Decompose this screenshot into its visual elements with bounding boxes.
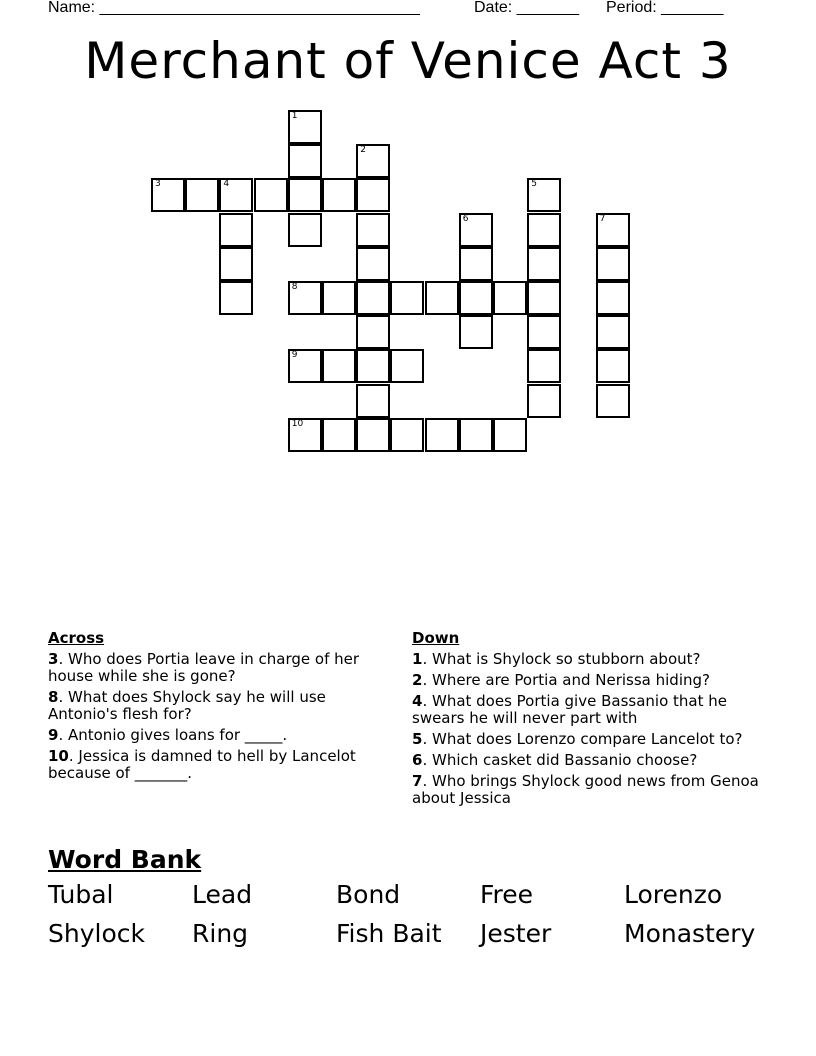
word-bank-item: Lorenzo xyxy=(624,880,723,909)
clue-number: 4 xyxy=(223,179,230,190)
grid-cell[interactable] xyxy=(527,178,561,212)
grid-cell[interactable] xyxy=(356,418,390,452)
across-clues xyxy=(48,629,393,786)
word-bank-item: Tubal xyxy=(48,880,114,909)
word-bank-item: Jester xyxy=(480,919,552,948)
grid-cell[interactable] xyxy=(356,384,390,418)
across-heading: Across xyxy=(48,629,105,647)
grid-cell[interactable] xyxy=(219,247,253,281)
across-clue: 10. Jessica is damned to hell by Lancelot because of _______. xyxy=(48,747,356,782)
grid-cell[interactable] xyxy=(425,418,459,452)
clue-number: 6 xyxy=(462,213,469,224)
word-bank-title: Word Bank xyxy=(48,845,202,874)
grid-cell[interactable] xyxy=(254,178,288,212)
crossword-grid xyxy=(0,0,816,470)
grid-cell[interactable] xyxy=(288,213,322,247)
name-field[interactable]: Name: ____________________________________ xyxy=(48,0,420,16)
grid-cell[interactable] xyxy=(527,384,561,418)
grid-cell[interactable] xyxy=(596,384,630,418)
clue-number: 10 xyxy=(291,418,304,429)
word-bank-item: Bond xyxy=(336,880,401,909)
across-clue: 9. Antonio gives loans for _____. xyxy=(48,726,288,744)
grid-cell[interactable] xyxy=(356,213,390,247)
down-heading: Down xyxy=(412,629,460,647)
grid-cell[interactable] xyxy=(459,315,493,349)
grid-cell[interactable] xyxy=(288,281,322,315)
clue-number: 1 xyxy=(291,111,298,121)
down-clue: 7. Who brings Shylock good news from Genoa about Jessica xyxy=(412,772,759,807)
grid-cell[interactable] xyxy=(356,178,390,212)
grid-cell[interactable] xyxy=(356,315,390,349)
grid-cell[interactable] xyxy=(288,144,322,178)
grid-cell[interactable] xyxy=(527,247,561,281)
grid-cell[interactable] xyxy=(459,247,493,281)
grid-cell[interactable] xyxy=(459,213,493,247)
clue-number: 2 xyxy=(360,145,366,156)
word-bank-item: Fish Bait xyxy=(336,919,442,948)
grid-cell[interactable] xyxy=(527,315,561,349)
down-clue: 1. What is Shylock so stubborn about? xyxy=(412,650,701,668)
clue-number: 9 xyxy=(291,350,298,361)
grid-cell[interactable] xyxy=(596,349,630,383)
across-clue: 3. Who does Portia leave in charge of her house while she is gone? xyxy=(48,650,360,685)
down-clue: 5. What does Lorenzo compare Lancelot to? xyxy=(412,730,743,748)
across-clue: 8. What does Shylock say he will use Antonio's flesh for? xyxy=(48,688,326,723)
grid-cell[interactable] xyxy=(596,213,630,247)
period-field[interactable]: Period: _______ xyxy=(606,0,724,16)
grid-cell[interactable] xyxy=(219,281,253,315)
word-bank-item: Monastery xyxy=(624,919,756,948)
word-bank-item: Ring xyxy=(192,919,249,948)
grid-cell[interactable] xyxy=(459,418,493,452)
grid-cell[interactable] xyxy=(459,281,493,315)
clue-number: 5 xyxy=(531,179,537,190)
down-clues xyxy=(412,629,772,811)
grid-cell[interactable] xyxy=(185,178,219,212)
grid-cell[interactable] xyxy=(322,178,356,212)
grid-cell[interactable] xyxy=(493,418,527,452)
grid-cell[interactable] xyxy=(219,178,253,212)
grid-cell[interactable] xyxy=(527,349,561,383)
grid-cell[interactable] xyxy=(390,349,424,383)
grid-cell[interactable] xyxy=(390,418,424,452)
down-clue: 6. Which casket did Bassanio choose? xyxy=(412,751,698,769)
grid-cell[interactable] xyxy=(596,247,630,281)
grid-cell[interactable] xyxy=(356,247,390,281)
grid-cell[interactable] xyxy=(356,281,390,315)
grid-cell[interactable] xyxy=(151,178,185,212)
grid-cell[interactable] xyxy=(390,281,424,315)
grid-cell[interactable] xyxy=(322,349,356,383)
grid-cell[interactable] xyxy=(356,144,390,178)
down-clue: 2. Where are Portia and Nerissa hiding? xyxy=(412,671,710,689)
word-bank-item: Free xyxy=(480,880,534,909)
grid-cell[interactable] xyxy=(288,178,322,212)
clue-number: 3 xyxy=(155,179,161,190)
clue-number: 8 xyxy=(291,282,298,292)
grid-cell[interactable] xyxy=(219,213,253,247)
clue-number: 7 xyxy=(599,213,606,224)
date-field[interactable]: Date: _______ xyxy=(474,0,579,16)
grid-cell[interactable] xyxy=(596,315,630,349)
down-clue: 4. What does Portia give Bassanio that he swears he will never part with xyxy=(412,692,727,727)
page-title: Merchant of Venice Act 3 xyxy=(84,32,732,90)
grid-cell[interactable] xyxy=(288,110,322,144)
grid-cell[interactable] xyxy=(527,281,561,315)
word-bank-item: Shylock xyxy=(48,919,145,948)
grid-cell[interactable] xyxy=(425,281,459,315)
grid-cell[interactable] xyxy=(493,281,527,315)
grid-cell[interactable] xyxy=(288,418,322,452)
grid-cell[interactable] xyxy=(322,418,356,452)
grid-cell[interactable] xyxy=(527,213,561,247)
word-bank-item: Lead xyxy=(192,880,253,909)
grid-cell[interactable] xyxy=(356,349,390,383)
grid-cell[interactable] xyxy=(322,281,356,315)
grid-cell[interactable] xyxy=(288,349,322,383)
grid-cell[interactable] xyxy=(596,281,630,315)
